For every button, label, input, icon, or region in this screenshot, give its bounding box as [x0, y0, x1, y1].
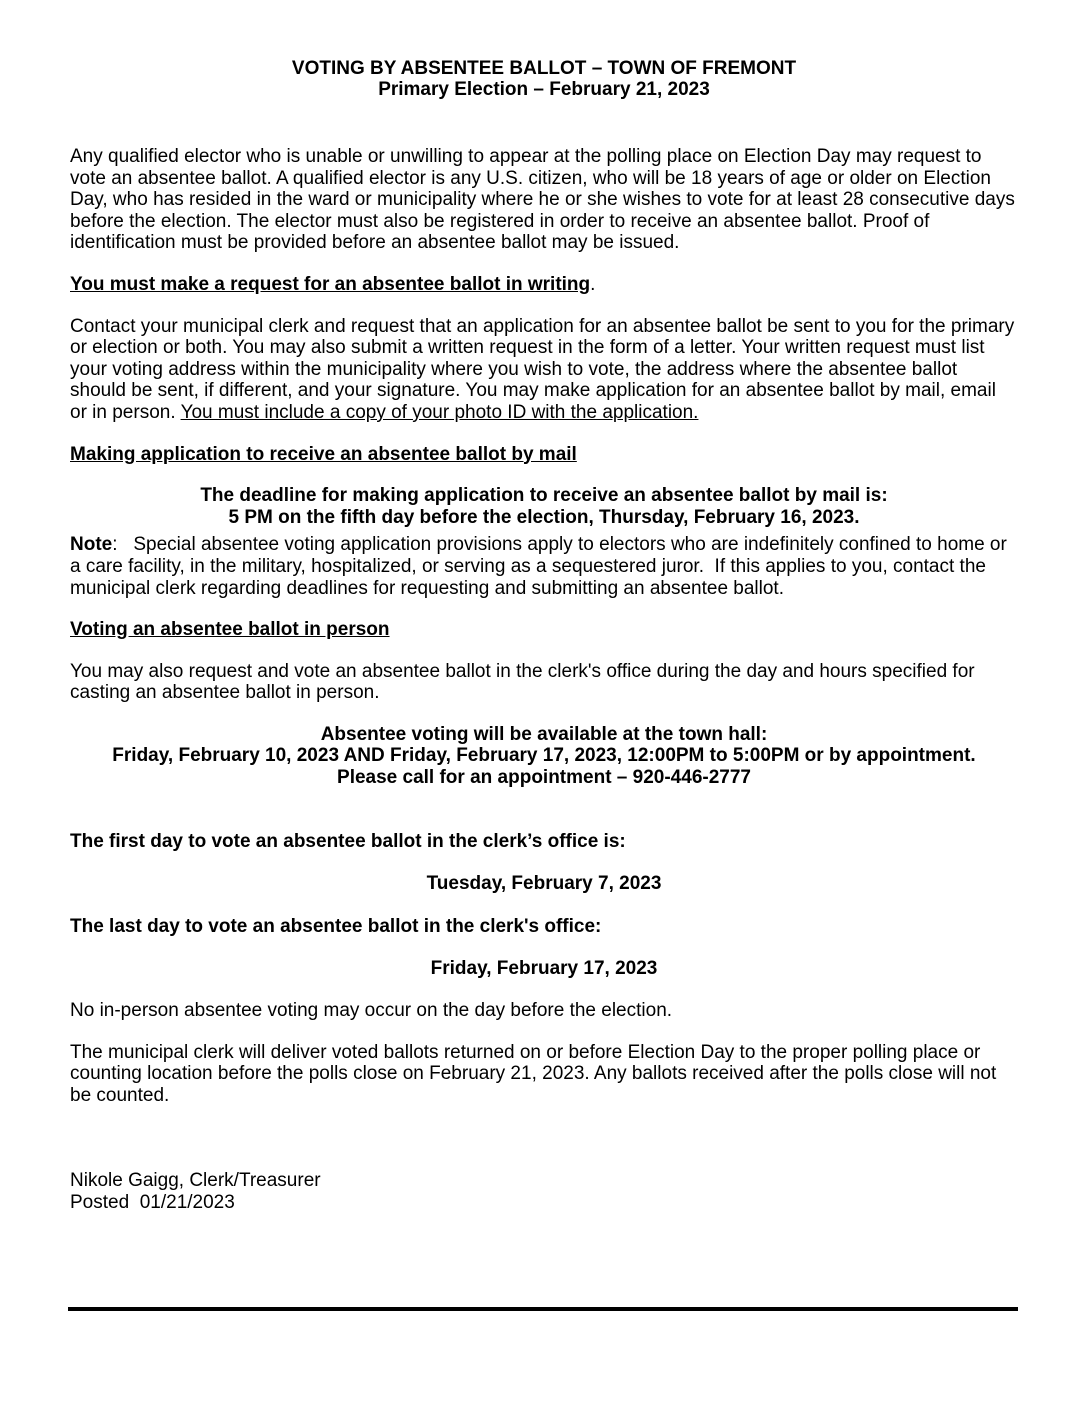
- title-line-2: Primary Election – February 21, 2023: [378, 79, 710, 100]
- contact-paragraph: [70, 316, 1018, 424]
- first-day-label: The first day to vote an absentee ballot in the clerk’s office is:: [70, 830, 626, 852]
- note-colon: :: [112, 534, 118, 556]
- note-paragraph: [70, 534, 1018, 599]
- in-person-paragraph: You may also request and vote an absentee ballot in the clerk's office during the day and hours specified for casting an absentee ballot in person.: [70, 660, 975, 704]
- contact-text: Contact your municipal clerk and request that an application for an absentee ballot be sent to you for the primary or election or both. You may also submit a written request in the form of a letter. Your written request must list your voting address within the municipality where you wish to vote, the address where the absentee ballot should be sent, if different, and your signature. You may make application for an absentee ballot by mail, email or in person.: [70, 315, 1015, 423]
- photo-id-requirement: You must include a copy of your photo ID with the application.: [180, 401, 699, 423]
- writing-request-line: [70, 274, 1018, 296]
- availability-block: [70, 724, 1018, 789]
- availability-line-1: Absentee voting will be available at the town hall:: [320, 723, 768, 745]
- mail-deadline: [70, 485, 1018, 528]
- availability-line-3: Please call for an appointment – 920-446-2777: [337, 767, 751, 789]
- writing-request-text: You must make a request for an absentee ballot in writing: [70, 273, 591, 295]
- last-day-label: The last day to vote an absentee ballot in the clerk's office:: [70, 915, 602, 937]
- note-label: Note: [70, 534, 113, 556]
- delivery-paragraph: The municipal clerk will deliver voted ballots returned on or before Election Day to the proper polling place or counting location before the polls close on February 21, 2023. Any ballots received after the polls close will not be counted.: [70, 1041, 997, 1106]
- note-text: Special absentee voting application provisions apply to electors who are indefinitely confined to home or a care facility, in the military, hospitalized, or serving as a sequestered juror. If this applies to you, contact the municipal clerk regarding deadlines for requesting and submitting an absentee ballot.: [70, 534, 1013, 599]
- in-person-heading: Voting an absentee ballot in person: [70, 619, 390, 641]
- title-line-1: VOTING BY ABSENTEE BALLOT – TOWN OF FREMONT: [291, 58, 797, 79]
- notice-document: [70, 58, 1018, 1214]
- writing-request-period: .: [590, 273, 596, 295]
- bottom-divider: [68, 1307, 1018, 1311]
- signature-name: Nikole Gaigg, Clerk/Treasurer: [70, 1170, 321, 1192]
- first-day-date: Tuesday, February 7, 2023: [426, 873, 662, 895]
- availability-line-2: Friday, February 10, 2023 AND Friday, February 17, 2023, 12:00PM to 5:00PM or by appointment.: [112, 745, 976, 767]
- mail-deadline-line-1: The deadline for making application to receive an absentee ballot by mail is:: [200, 485, 888, 507]
- posted-date: Posted 01/21/2023: [70, 1192, 235, 1213]
- signature-block: [70, 1170, 1018, 1213]
- no-in-person-notice: No in-person absentee voting may occur on the day before the election.: [70, 1000, 673, 1022]
- intro-paragraph: Any qualified elector who is unable or unwilling to appear at the polling place on Election Day may request to vote an absentee ballot. A qualified elector is any U.S. citizen, who will be 18 years of age or older on Election Day, who has resided in the ward or municipality where he or she wishes to vote for at least 28 consecutive days before the election. The elector must also be registered in order to receive an absentee ballot. Proof of identification must be provided before an absentee ballot may be issued.: [70, 146, 1015, 254]
- document-title: [70, 58, 1018, 100]
- mail-section-heading: Making application to receive an absentee ballot by mail: [70, 443, 577, 465]
- last-day-date: Friday, February 17, 2023: [430, 958, 658, 980]
- mail-deadline-line-2: 5 PM on the fifth day before the election, Thursday, February 16, 2023.: [228, 506, 860, 528]
